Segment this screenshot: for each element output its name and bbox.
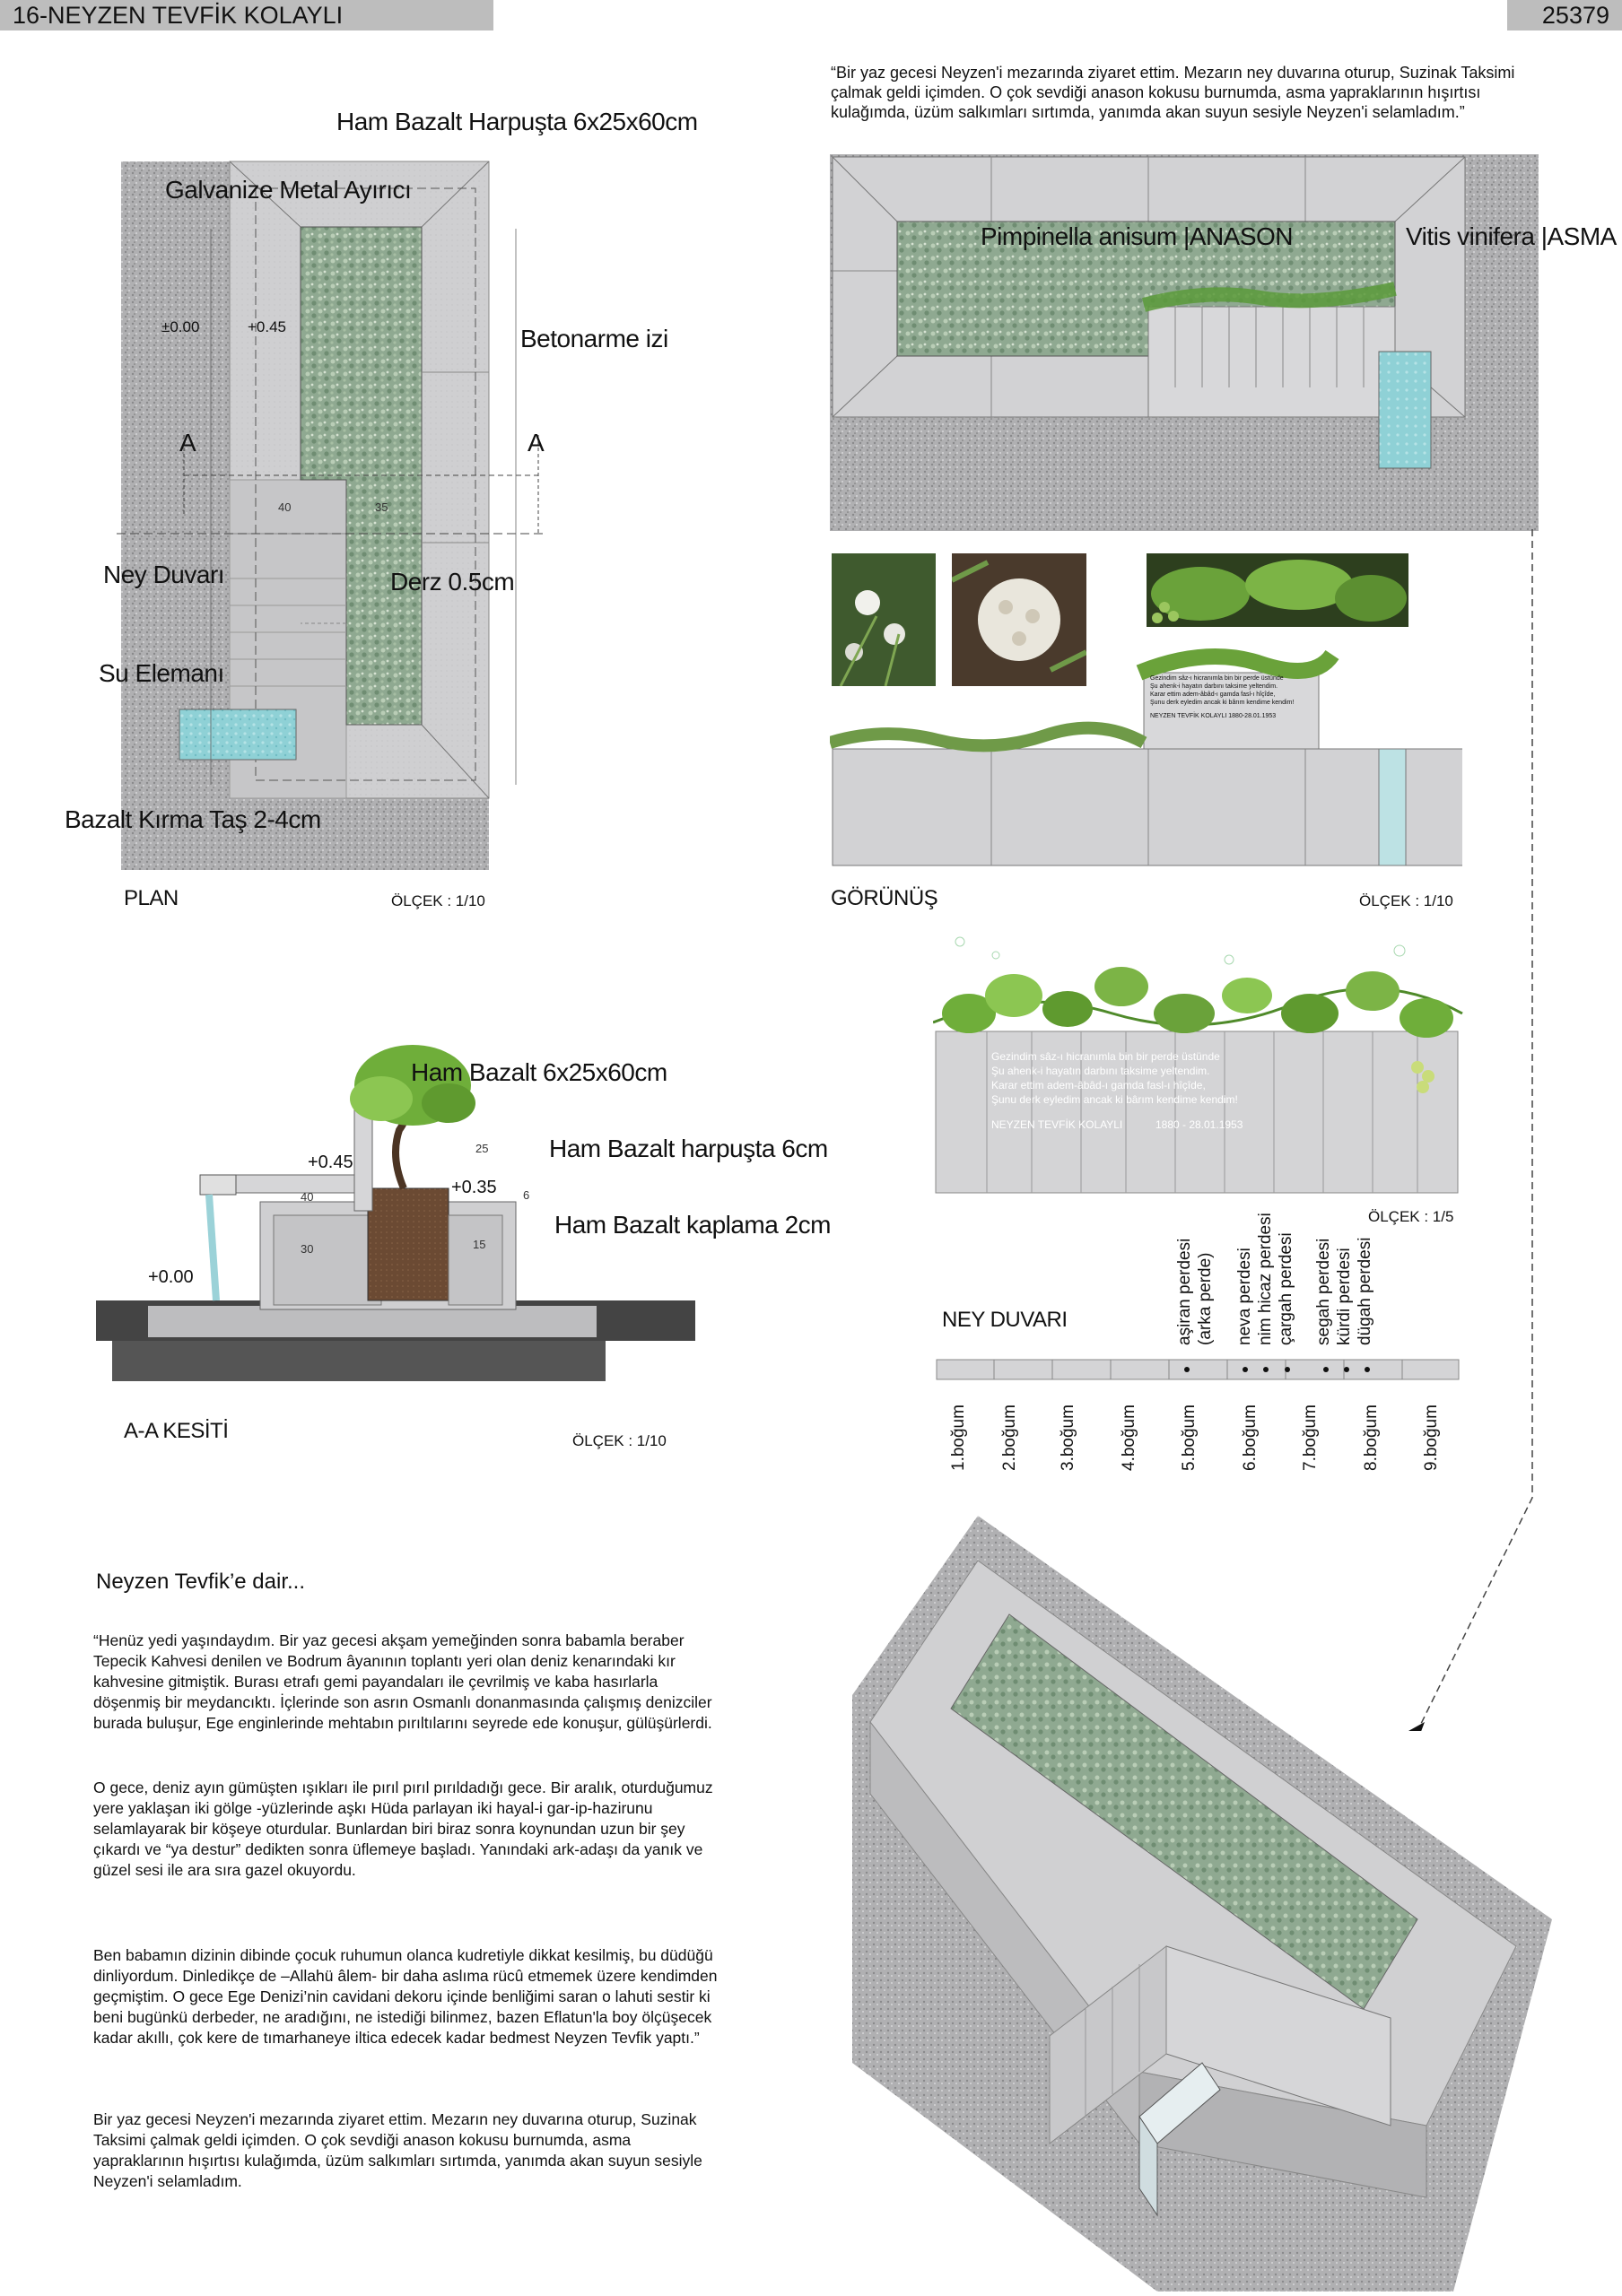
intro-quote: “Bir yaz gecesi Neyzen'i mezarında ziyaret ettim. Mezarın ney duvarına oturup, Suzinak Taksimi çalmak geldi içimden. O çok sevdiği anason kokusu burnumda, asma yapraklarının hışırtısı kulağımda, üzüm salkımları sırtımda, yanımda akan suyun sesiyle Neyzen'i selamladım.” bbox=[831, 64, 1515, 121]
header-number: 25379 bbox=[1541, 2, 1609, 29]
bogum-label: 7.boğum bbox=[1301, 1405, 1320, 1471]
plan-label-harpusta: Ham Bazalt Harpuşta 6x25x60cm bbox=[336, 108, 698, 135]
bogum-label: 4.boğum bbox=[1120, 1405, 1138, 1471]
plan-section-a-left: A bbox=[179, 429, 196, 457]
ney-hole bbox=[1184, 1367, 1190, 1372]
elev-label-anason: Pimpinella anisum |ANASON bbox=[981, 222, 1294, 250]
header-title: 16-NEYZEN TEVFİK KOLAYLI bbox=[13, 2, 344, 29]
ney-wall-poem bbox=[991, 1049, 1368, 1132]
elev-mini-poem-line: Şunu derk eyledim ancak ki bârım kendime kendim! bbox=[1150, 700, 1295, 706]
ney-wall-signature-dates: 1880 - 28.01.1953 bbox=[1155, 1118, 1243, 1131]
elev-title: GÖRÜNÜŞ bbox=[831, 886, 938, 910]
plan-dim-35: 35 bbox=[375, 500, 388, 514]
perde-label: nim hicaz perdesi bbox=[1256, 1213, 1275, 1345]
ney-hole bbox=[1365, 1367, 1370, 1372]
plan-section-a-right: A bbox=[528, 429, 545, 457]
ney-wall-poem-line: Şu ahenk-i hayatın darbını taksime yeltendim. bbox=[991, 1065, 1210, 1077]
elev-scale: ÖLÇEK : 1/10 bbox=[1359, 892, 1453, 909]
header-title-bar bbox=[0, 0, 493, 30]
elev-front-base bbox=[833, 749, 1462, 865]
bogum-label: 8.boğum bbox=[1362, 1405, 1381, 1471]
bogum-label: 2.boğum bbox=[1000, 1405, 1019, 1471]
plan-label-galvanize: Galvanize Metal Ayırıcı bbox=[165, 176, 412, 204]
section-level-35: +0.35 bbox=[451, 1178, 497, 1197]
elevation-front-view bbox=[830, 628, 1462, 870]
plan-level-45: +0.45 bbox=[248, 318, 287, 335]
section-label-kaplama: Ham Bazalt kaplama 2cm bbox=[554, 1211, 832, 1239]
header-number-bar bbox=[1507, 0, 1622, 30]
elev-ney-wall-top bbox=[1148, 307, 1395, 417]
section-dim-6: 6 bbox=[523, 1188, 530, 1202]
bogum-label: 9.boğum bbox=[1422, 1405, 1441, 1471]
elev-mini-poem-line: Karar ettim adem-âbâd-ı gamda fasl-ı hîçîde, bbox=[1150, 691, 1276, 698]
plan-title: PLAN bbox=[124, 886, 179, 910]
elev-mini-poem bbox=[1150, 674, 1330, 720]
section-dim-15: 15 bbox=[473, 1238, 486, 1251]
story-paragraph-1: “Henüz yedi yaşındaydım. Bir yaz gecesi akşam yemeğinden sonra babamla beraber Tepecik Kahvesi denilen ve Bodrum âyanının toplantı yeri olan deniz kenarındaki kır kahvesine gitmiştik. Burası etrafı gemi payandaları ile çevrilmiş ve kaba hasırlarla döşenmiş bir meydancıktı. İçlerinde son asrın Osmanlı donanmasında çalışmış denizciler burada buluşur, Ege enginlerinde mehtabın pırıltılarını seyrede ede konuşur, gülüşürlerdi. bbox=[93, 1631, 712, 1732]
axonometric-view bbox=[843, 1498, 1561, 2296]
bogum-label: 3.boğum bbox=[1059, 1405, 1077, 1471]
plan-water-element bbox=[179, 709, 296, 760]
story-heading: Neyzen Tevfik’e dair... bbox=[96, 1570, 306, 1594]
ney-hole bbox=[1323, 1367, 1329, 1372]
ney-hole bbox=[1344, 1367, 1349, 1372]
ney-wall-title: NEY DUVARI bbox=[942, 1308, 1068, 1332]
section-scale: ÖLÇEK : 1/10 bbox=[572, 1432, 667, 1449]
plan-dim-40: 40 bbox=[278, 500, 292, 514]
photo-asma bbox=[1147, 553, 1408, 627]
section-dim-25: 25 bbox=[475, 1142, 489, 1155]
section-label-harpusta: Ham Bazalt harpuşta 6cm bbox=[549, 1135, 828, 1162]
ney-wall-signature-name: NEYZEN TEVFİK KOLAYLI bbox=[991, 1118, 1123, 1131]
plan-label-su: Su Elemanı bbox=[99, 659, 224, 687]
plan-label-betonarme: Betonarme izi bbox=[520, 325, 668, 352]
section-level-45: +0.45 bbox=[308, 1152, 353, 1172]
plan-drawing bbox=[117, 157, 547, 874]
section-dim-30: 30 bbox=[301, 1242, 314, 1256]
story-paragraph-2: O gece, deniz ayın gümüşten ışıkları ile pırıl pırıl pırıldadığı gece. Bir aralık, oturduğumuz yere yaklaşan iki gölge -yüzlerinde aşkı Hüda parlayan iki hayal-i gar-ip-hazirunu selamlayarak bir köşeye oturdular. Bunlardan biri biraz sonra koynundan uzun bir şey çıkardı ve “ya destur” dedikten sonra üflemeye başladı. Yanındaki ark-adaşı da yanık ve güzel sesi ile ara sıra gazel okuyordu. bbox=[93, 1779, 713, 1879]
ney-hole bbox=[1285, 1367, 1290, 1372]
perde-label: dügah perdesi bbox=[1356, 1237, 1374, 1345]
section-title: A-A KESİTİ bbox=[124, 1419, 229, 1443]
plan-label-derz: Derz 0.5cm bbox=[390, 568, 515, 596]
elev-water-element bbox=[1379, 352, 1431, 468]
section-dim-40: 40 bbox=[301, 1190, 314, 1204]
perde-label: (arka perde) bbox=[1196, 1252, 1215, 1345]
section-label-ham-bazalt: Ham Bazalt 6x25x60cm bbox=[411, 1058, 667, 1086]
plan-label-kirma: Bazalt Kırma Taş 2-4cm bbox=[65, 805, 321, 833]
plan-label-ney-duvari: Ney Duvarı bbox=[103, 561, 225, 588]
elev-mini-poem-line: Şu ahenk-i hayatın darbını taksime yeltendim. bbox=[1150, 683, 1278, 690]
section-level-0: +0.00 bbox=[148, 1267, 194, 1287]
ney-hole bbox=[1263, 1367, 1269, 1372]
plan-level-0: ±0.00 bbox=[161, 318, 200, 335]
elev-mini-poem-line: Gezindim sâz-ı hicranımla bin bir perde üstünde bbox=[1150, 675, 1284, 682]
elev-mini-poem-line: NEYZEN TEVFİK KOLAYLI 1880-28.01.1953 bbox=[1150, 713, 1277, 719]
perde-label: çargah perdesi bbox=[1277, 1232, 1295, 1345]
plan-scale: ÖLÇEK : 1/10 bbox=[391, 892, 485, 909]
perde-label: kürdi perdesi bbox=[1335, 1248, 1354, 1345]
section-water-spout bbox=[200, 1175, 236, 1195]
section-soil bbox=[368, 1188, 449, 1300]
ney-wall-poem-line: Şunu derk eyledim ancak ki bârım kendime kendim! bbox=[991, 1093, 1238, 1106]
bogum-label: 1.boğum bbox=[949, 1405, 968, 1471]
ney-hole bbox=[1243, 1367, 1248, 1372]
ney-wall-scale: ÖLÇEK : 1/5 bbox=[1368, 1208, 1454, 1225]
elev-label-asma: Vitis vinifera |ASMA bbox=[1406, 222, 1617, 250]
perde-label: segah perdesi bbox=[1314, 1238, 1333, 1345]
story-paragraph-3: Ben babamın dizinin dibinde çocuk ruhumun olanca kudretiyle dikkat kesilmiş, bu düdüğü dinliyordum. Dinledikçe de –Allahü âlem- bir daha aslıma rücû etmemek üzere kendimden geçmiştim. O gece Ege Denizi’nin cavidani dekoru içinde benliğimi saran o lahuti sestir ki beni bugünkü derbeder, ne aradığını, ne istediği bilinmez, bazen Eflatun'la boy ölçüşecek kadar akıllı, çok kere de tımarhaneye iltica edecek kadar bedmest Neyzen Tevfik yaptı.” bbox=[93, 1946, 718, 2047]
bogum-label: 5.boğum bbox=[1180, 1405, 1199, 1471]
perde-label: neva perdesi bbox=[1235, 1248, 1254, 1345]
ney-wall-poem-line: Karar ettim adem-âbâd-ı gamda fasl-ı hîçîde, bbox=[991, 1079, 1206, 1091]
bogum-label: 6.boğum bbox=[1241, 1405, 1260, 1471]
elevation-top-view bbox=[830, 154, 1539, 531]
perde-label: aşiran perdesi bbox=[1175, 1238, 1194, 1345]
ney-wall-poem-line: Gezindim sâz-ı hicranımla bin bir perde üstünde bbox=[991, 1050, 1220, 1063]
ney-bar bbox=[936, 1356, 1461, 1383]
story-paragraph-4: Bir yaz gecesi Neyzen'i mezarında ziyaret ettim. Mezarın ney duvarına oturup, Suzinak Taksimi çalmak geldi içimden. O çok sevdiği anason kokusu burnumda, asma yapraklarının hışırtısı kulağımda, üzüm salkımları sırtımda, yanımda akan suyun sesiyle Neyzen'i selamladım. bbox=[93, 2110, 702, 2190]
